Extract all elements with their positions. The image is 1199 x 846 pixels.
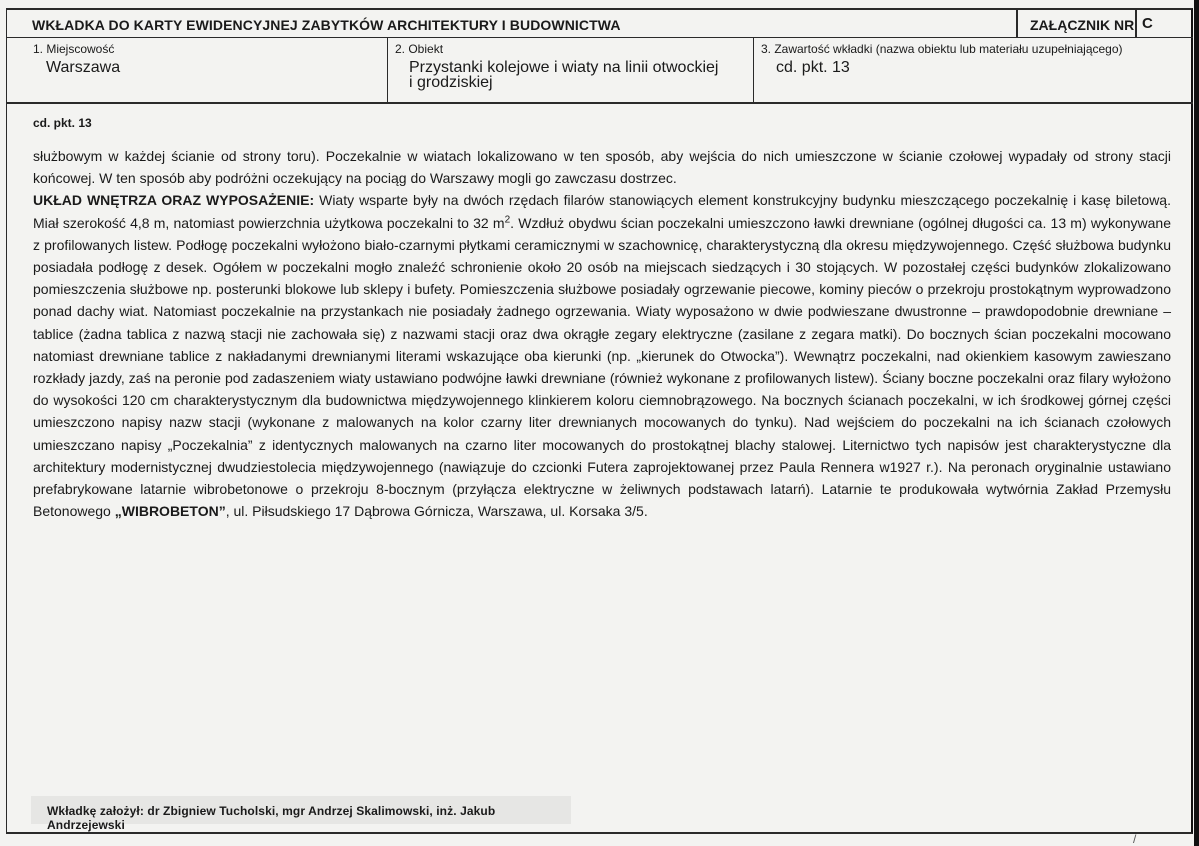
- header-fields: [6, 38, 1193, 104]
- scan-edge: [1194, 0, 1199, 846]
- superscript-2: 2: [504, 213, 511, 225]
- field-object-value-line1: Przystanki kolejowe i wiaty na linii otwockiej: [409, 59, 719, 76]
- annex-divider: [1135, 10, 1137, 37]
- field-contents-value: cd. pkt. 13: [776, 59, 850, 76]
- annex-label: ZAŁĄCZNIK NR: [1030, 17, 1135, 33]
- form-title: WKŁADKA DO KARTY EWIDENCYJNEJ ZABYTKÓW ARCHITEKTURY I BUDOWNICTWA: [32, 17, 621, 33]
- company-name: „WIBROBETON”: [114, 503, 226, 520]
- corner-mark: /: [1133, 832, 1137, 846]
- paragraph-2: [33, 189, 1171, 522]
- form-header: [6, 10, 1193, 38]
- field-contents: [753, 38, 1193, 102]
- field-object-value: [409, 60, 754, 90]
- paragraph-2-part-c: , ul. Piłsudskiego 17 Dąbrowa Górnicza, Warszawa, ul. Korsaka 3/5.: [225, 503, 648, 520]
- field-locality: [6, 38, 387, 102]
- footer-authors: Wkładkę założył: dr Zbigniew Tucholski, mgr Andrzej Skalimowski, inż. Jakub Andrzejewski: [47, 804, 496, 832]
- continuation-ref: cd. pkt. 13: [33, 116, 92, 130]
- field-contents-label: 3. Zawartość wkładki (nazwa obiektu lub materiału uzupełniającego): [761, 42, 1123, 56]
- annex-box: [1016, 10, 1193, 37]
- field-locality-label: 1. Miejscowość: [33, 42, 115, 56]
- field-object-label: 2. Obiekt: [395, 42, 444, 56]
- paragraph-1: służbowym w każdej ścianie od strony toru). Poczekalnie w wiatach lokalizowano w ten sposób, aby wejścia do nich umieszczone w ścianie czołowej wypadały od strony stacji końcowej. W ten sposób aby podróżni oczekujący na pociąg do Warszawy mogli go zawczasu dostrzec.: [33, 148, 1171, 187]
- body-text: [33, 145, 1171, 522]
- field-locality-value: Warszawa: [46, 59, 121, 76]
- field-object: [387, 38, 753, 102]
- section-heading: UKŁAD WNĘTRZA ORAZ WYPOSAŻENIE:: [33, 192, 315, 209]
- footer-box: [31, 796, 571, 832]
- paragraph-2-part-a: Wiaty wsparte były na dwóch rzędach filarów stanowiących element konstrukcyjny budynku mieszczącego poczekalnię i kasę biletową. Miał szerokość 4,8 m, natomiast powierzchnia użytkowa poczekalni to 32 m: [33, 192, 1171, 231]
- annex-value: C: [1142, 15, 1153, 32]
- paragraph-2-part-b: . Wzdłuż obydwu ścian poczekalni umieszczono ławki drewniane (ogólnej długości ca. 13 m) wykonywane z profilowanych listew. Podłogę poczekalni wyłożono biało-czarnymi płytkami ceramicznymi w szachownicę, charakterystyczną dla okresu międzywojennego. Część służbowa budynku posiadała podłogę z desek. Ogółem w poczekalni mogło znaleźć schronienie około 20 osób na miejscach siedzących i 30 stojących. W pozostałej części budynków zlokalizowano pomieszczenia służbowe np. posterunki blokowe lub sklepy i bufety. Pomieszczenia służbowe posiadały ogrzewanie piecowe, kominy pieców o przekroju prostokątnym wyprowadzono ponad dachy wiat. Natomiast poczekalnie na przystankach nie posiadały żadnego ogrzewania. Wiaty wyposażono w dwie podwieszane dwustronne – prawdopodobnie drewniane – tablice (żadna tablica z nazwą stacji nie zachowała się) z nazwami stacji oraz dwa okrągłe zegary elektryczne (zasilane z zegara matki). Do bocznych ścian poczekalni mocowano natomiast drewniane tablice z nakładanymi drewnianymi literami wskazujące oba kierunki (np. „kierunek do Otwocka”). Wewnątrz poczekalni, nad okienkiem kasowym zawieszano rozkłady jazdy, zaś na peronie pod zadaszeniem wiaty ustawiano podwójne ławki drewniane (również wykonane z profilowanych listew). Ściany boczne poczekalni oraz filary wyłożono do wysokości 120 cm charakterystycznym dla budownictwa międzywojennego klinkierem koloru ciemnobrązowego. Na bocznych ścianach poczekalni, w ich środkowej górnej części umieszczono napisy nazw stacji (wykonane z malowanych na kolor czarny liter drewnianych mocowanych do tynku). Nad wejściem do poczekalni na ich ścianach czołowych umieszczano napisy „Poczekalnia” z identycznych malowanych na czarno liter mocowanych do prostokątnej blachy stalowej. Liternictwo tych napisów jest charakterystyczne dla architektury modernistycznej dwudziestolecia międzywojennego (nawiązuje do czcionki Futera zaprojektowanej przez Paula Rennera w1927 r.). Na peronach oryginalnie ustawiano prefabrykowane latarnie wibrobetonowe o przekroju 8-bocznym (przyłącza elektryczne w żeliwnych podstawach latarń). Latarnie te produkowała wytwórnia Zakład Przemysłu Betonowego: [33, 214, 1171, 520]
- field-object-value-line2: i grodziskiej: [409, 74, 493, 91]
